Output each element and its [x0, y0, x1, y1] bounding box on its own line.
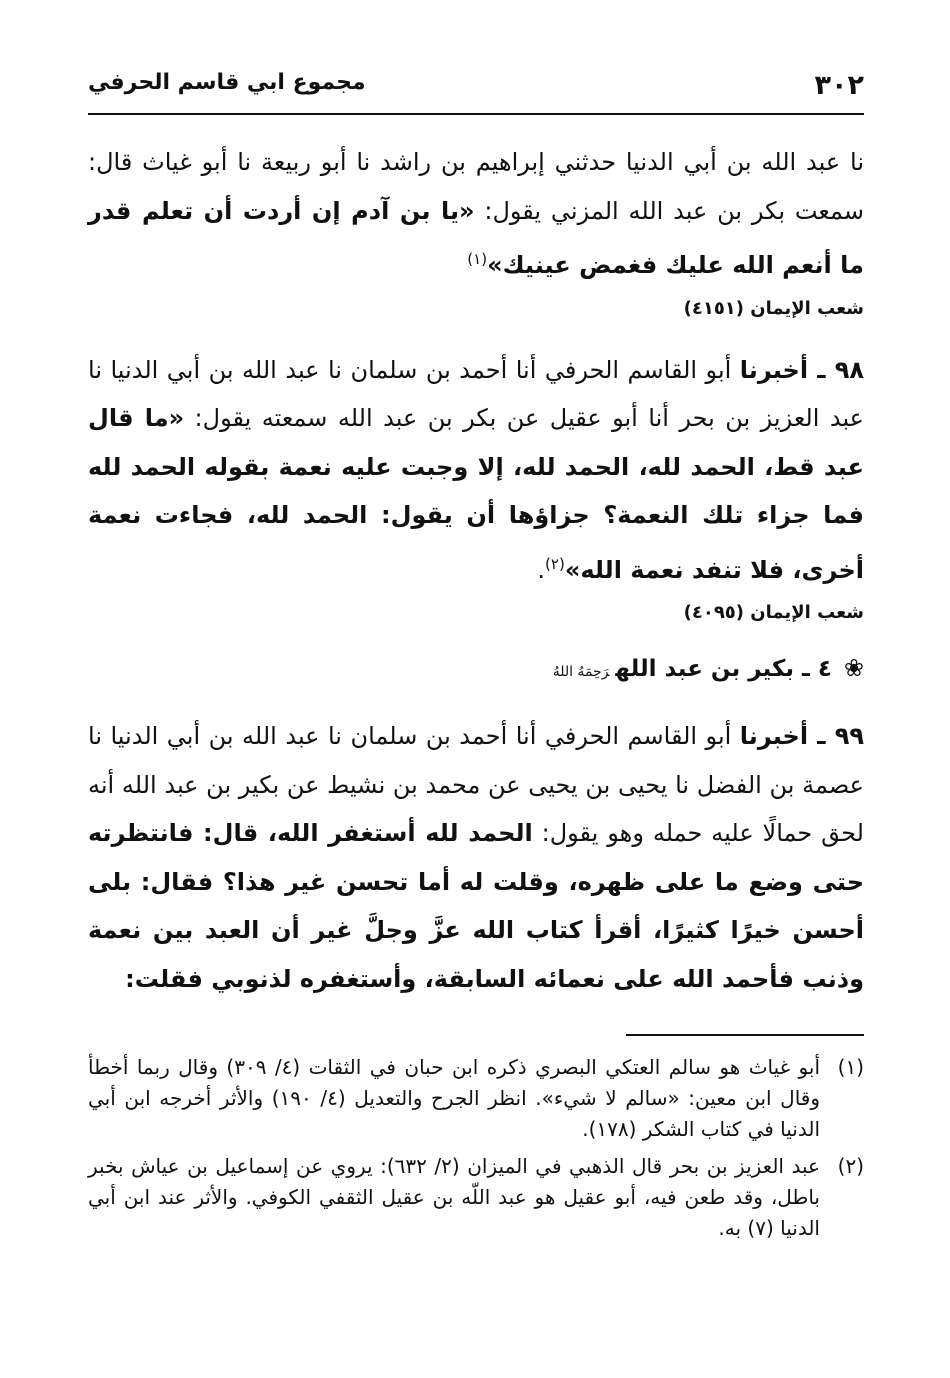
footnote-marker: (١) — [837, 1055, 864, 1079]
isnad-text: أبو القاسم الحرفي أنا أحمد بن سلمان نا عبد الله بن أبي الدنيا نا عبد العزيز بن بحر أنا أبو عقيل عن بكر بن عبد الله سمعته يقول: — [88, 355, 865, 432]
page-header — [88, 60, 864, 116]
quote-text: الحمد لله أستغفر الله، قال: فانتظرته حتى وضع ما على ظهره، وقلت له أما تحسن غير هذا؟ فقال: بلى أحسن خيرًا كثيرًا، أقرأ كتاب الله عزَّ وجلَّ غير أن العبد بين نعمة وذنب فأحمد الله على نعمائه السابقة، وأستغفره لذنوبي فقلت: — [88, 819, 864, 993]
footnote-2 — [88, 1151, 864, 1244]
quote-text: «ما قال عبد قط، الحمد لله، الحمد لله، إلا وجبت عليه نعمة بقوله الحمد لله فما جزاء تلك النعمة؟ جزاؤها أن يقول: الحمد لله، فجاءت نعمة أخرى، فلا تنفد نعمة الله» — [88, 404, 864, 584]
section-heading — [88, 650, 864, 690]
main-text — [88, 138, 864, 1003]
source-citation-2: شعب الإيمان (٤٠٩٥) — [683, 602, 864, 623]
header-divider — [88, 113, 864, 115]
page-number: ٣٠٢ — [814, 70, 864, 101]
flower-ornament-icon: ❀ — [843, 654, 864, 682]
hadith-number: ٩٨ ـ أخبرنا — [739, 355, 864, 384]
footnote-1 — [88, 1052, 864, 1145]
hadith-number: ٩٩ ـ أخبرنا — [739, 722, 864, 750]
footnote-ref-1[interactable]: (١) — [467, 250, 488, 268]
footnotes — [88, 1052, 864, 1250]
paragraph-continuation — [88, 138, 864, 290]
isnad-text: أبو القاسم الحرفي أنا أحمد بن سلمان نا عبد الله بن أبي الدنيا نا عصمة بن الفضل نا يحيى بن يحيى عن محمد بن نشيط عن بكير بن عبد الله أنه لحق حمالًا عليه حمله وهو يقول: — [88, 722, 864, 847]
hadith-98 — [88, 346, 864, 595]
sentence-end: . — [537, 555, 546, 584]
hadith-99 — [88, 712, 864, 1003]
footnote-text: أبو غياث هو سالم العتكي البصري ذكره ابن حبان في الثقات (٤/ ٣٠٩) وقال ربما أخطأ وقال ابن معين: «سالم لا شيء». انظر الجرح والتعديل (٤/ ١٩٠) والأثر أخرجه ابن أبي الدنيا في كتاب الشكر (١٧٨). — [88, 1055, 821, 1141]
quote-text: «يا بن آدم إن أردت أن تعلم قدر ما أنعم الله عليك فغمض عينيك» — [88, 196, 864, 279]
source-citation-1: شعب الإيمان (٤١٥١) — [683, 297, 864, 319]
footnote-ref-2[interactable]: (٢) — [545, 554, 565, 573]
footnote-marker: (٢) — [837, 1154, 864, 1178]
footnote-text: عبد العزيز بن بحر قال الذهبي في الميزان (٢/ ٦٣٢): يروي عن إسماعيل بن عياش بخبر باطل، وقد طعن فيه، أبو عقيل هو عبد اللّه بن عقيل الثقفي الكوفي. والأثر عند ابن أبي الدنيا (٧) به. — [88, 1154, 820, 1240]
footnote-divider — [626, 1034, 864, 1036]
section-title-text: ٤ ـ بكير بن عبد الله — [615, 656, 832, 682]
isnad-text: نا عبد الله بن أبي الدنيا حدثني إبراهيم بن راشد نا أبو ربيعة نا أبو غياث قال: سمعت بكر بن عبد الله المزني يقول: — [88, 148, 864, 225]
honorific-text: رَحِمَهُ اللهُ — [552, 664, 610, 680]
running-title: مجموع ابي قاسم الحرفي — [88, 70, 366, 95]
